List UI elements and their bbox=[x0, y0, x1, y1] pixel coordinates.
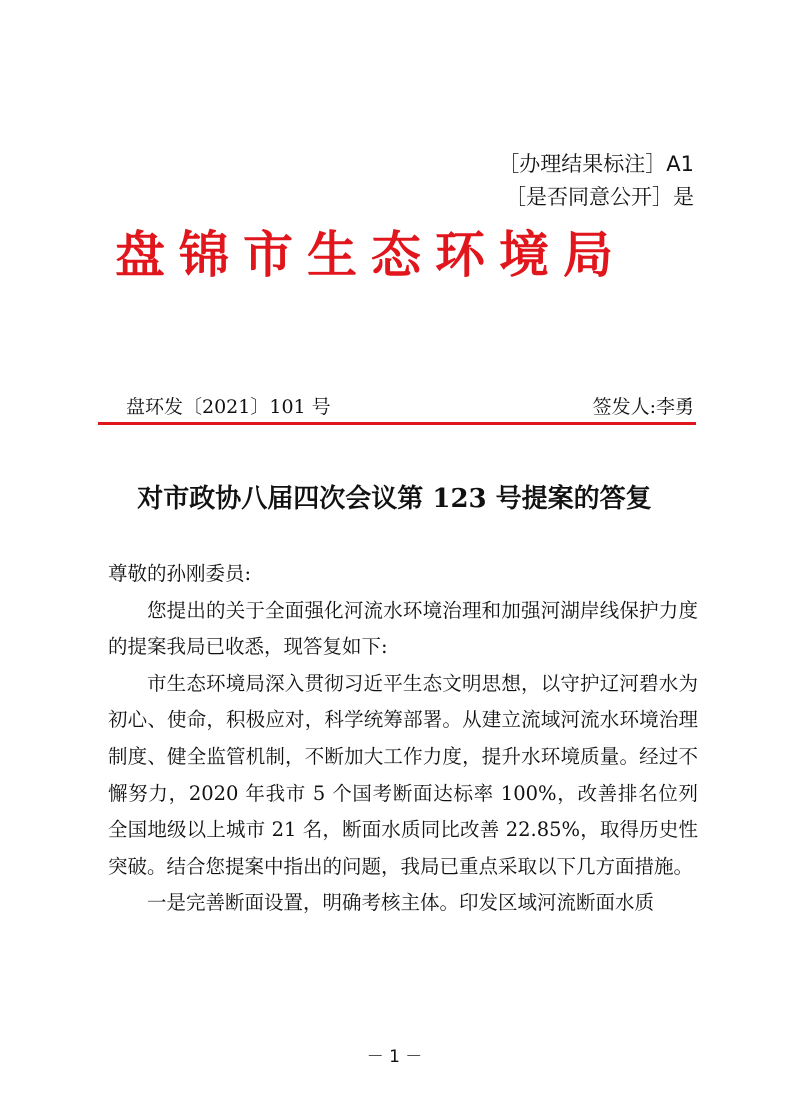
document-meta bbox=[498, 148, 694, 214]
issuing-organization-title: 盘锦市生态环境局 bbox=[115, 225, 627, 284]
document-body bbox=[108, 556, 698, 922]
salutation: 尊敬的孙刚委员: bbox=[108, 562, 252, 585]
public-consent-annotation: ［是否同意公开］是 bbox=[505, 185, 694, 209]
document-number: 盘环发〔2021〕101 号 bbox=[126, 396, 331, 418]
body-paragraph: 一是完善断面设置，明确考核主体。印发区域河流断面水质 bbox=[147, 891, 655, 915]
document-title: 对市政协八届四次会议第 123 号提案的答复 bbox=[137, 484, 652, 514]
result-annotation: ［办理结果标注］A1 bbox=[498, 152, 694, 176]
body-paragraph: 市生态环境局深入贯彻习近平生态文明思想，以守护辽河碧水为初心、使命，积极应对，科学统筹部署。从建立流域河流水环境治理制度、健全监管机制，不断加大工作力度，提升水环境质量。经过不懈努力，2020 年我市 5 个国考断面达标率 100%，改善排名位列全国地级以上城市 21 名，断面水质同比改善 22.85%，取得历史性突破。结合您提案中指出的问题，我局已重点采取以下几方面措施。 bbox=[108, 671, 698, 878]
body-paragraph: 您提出的关于全面强化河流水环境治理和加强河湖岸线保护力度的提案我局已收悉，现答复如下: bbox=[108, 598, 698, 659]
red-divider-line bbox=[98, 422, 696, 425]
page-number: － 1 － bbox=[366, 1047, 423, 1067]
signer: 签发人:李勇 bbox=[592, 396, 694, 418]
